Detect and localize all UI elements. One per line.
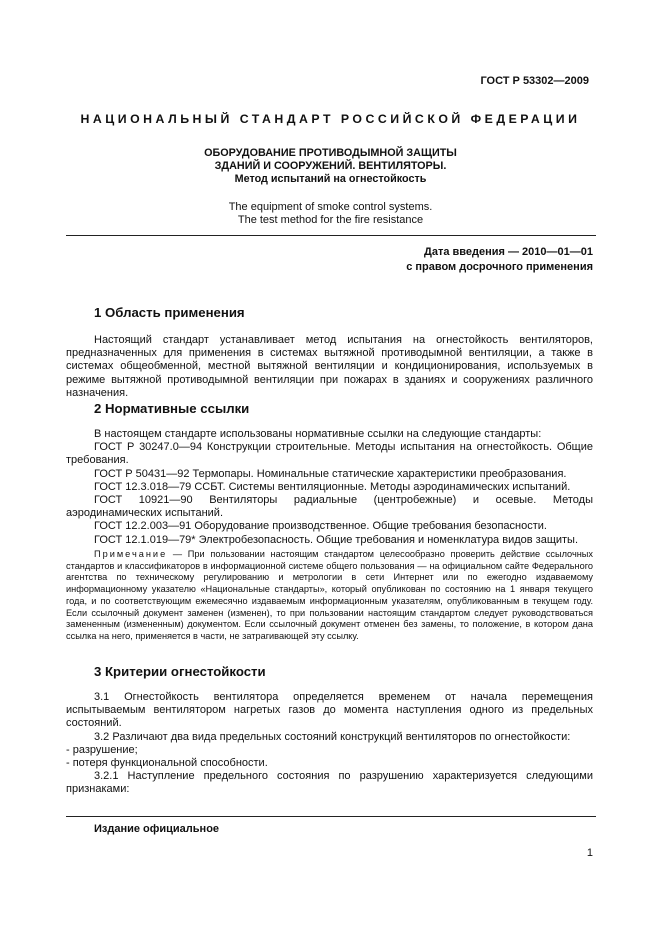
section-3-p2: 3.2 Различают два вида предельных состояний конструкций вентиляторов по огнестойкости: — [94, 730, 571, 743]
section-1-text: Настоящий стандарт устанавливает метод испытания на огнестойкость вентиляторов, предназначенных для применения в системах вытяжной противодымной вентиляции, а также в системах общеобменной, местной вытяжной вентиляции и кондиционирования, используемых в режиме вытяжной противодымной вентиляции при пожарах в зданиях и сооружениях различного назначения. — [66, 334, 593, 399]
early-application: с правом досрочного применения — [406, 261, 593, 273]
section-1-heading: 1 Область применения — [94, 305, 245, 320]
national-standard-heading: НАЦИОНАЛЬНЫЙ СТАНДАРТ РОССИЙСКОЙ ФЕДЕРАЦИИ — [80, 112, 581, 126]
section-2-intro: В настоящем стандарте использованы нормативные ссылки на следующие стандарты: — [94, 428, 542, 440]
section-3-p3: 3.2.1 Наступление предельного состояния по разрушению характеризуется следующими признаками: — [66, 770, 593, 796]
section-3-body — [66, 691, 593, 797]
title-line-1: ОБОРУДОВАНИЕ ПРОТИВОДЫМНОЙ ЗАЩИТЫ — [204, 147, 457, 159]
section-1-body — [66, 334, 593, 400]
title-line-2: ЗДАНИЙ И СООРУЖЕНИЙ. ВЕНТИЛЯТОРЫ. — [214, 160, 447, 172]
reference-item: ГОСТ Р 50431—92 Термопары. Номинальные статические характеристики преобразования. — [94, 467, 567, 480]
english-title-line-2: The test method for the fire resistance — [237, 214, 424, 226]
reference-item: ГОСТ 10921—90 Вентиляторы радиальные (центробежные) и осевые. Методы аэродинамических испытаний. — [66, 494, 593, 520]
header-divider — [66, 235, 596, 236]
section-3-heading: 3 Критерии огнестойкости — [94, 664, 266, 679]
page-number: 1 — [586, 847, 593, 859]
note-text: — При пользовании настоящим стандартом целесообразно проверить действие ссылочных стандартов и классификаторов в информационной системе общего пользования — на официальном сайте Федерального агентства по техническому регулированию и метрологии в сети Интернет или по ежегодно издаваемому информационному указателю «Национальные стандарты», который опубликован по состоянию на 1 января текущего года, и по соответствующим ежемесячно издаваемым информационным указателям, опубликованным в текущем году. Если ссылочный документ заменен (изменен), то при пользовании настоящим стандартом следует руководствоваться замененным (измененным) документом. Если ссылочный документ отменен без замены, то положение, в котором дана ссылка на него, применяется в части, не затрагивающей эту ссылку. — [66, 549, 593, 641]
introduction-date: Дата введения — 2010—01—01 — [424, 246, 593, 258]
document-title — [70, 147, 591, 173]
standard-code: ГОСТ Р 53302—2009 — [480, 75, 589, 87]
note-block — [66, 549, 593, 643]
footer-divider — [66, 816, 596, 817]
reference-item: ГОСТ 12.2.003—91 Оборудование производственное. Общие требования безопасности. — [94, 520, 547, 533]
english-title — [70, 201, 591, 227]
reference-item: ГОСТ 12.3.018—79 ССБТ. Системы вентиляционные. Методы аэродинамических испытаний. — [94, 480, 571, 493]
section-2-heading: 2 Нормативные ссылки — [94, 401, 250, 416]
section-3-item-2: - потеря функциональной способности. — [66, 757, 268, 770]
introduction-date-block — [406, 245, 593, 275]
english-title-line-1: The equipment of smoke control systems. — [228, 201, 433, 213]
section-3-p1: 3.1 Огнестойкость вентилятора определяется временем от начала перемещения испытываемым вентилятором нагретых газов до момента наступления одного из предельных состояний. — [66, 691, 593, 730]
section-2-body — [66, 428, 593, 547]
reference-item: ГОСТ Р 30247.0—94 Конструкции строительные. Методы испытания на огнестойкость. Общие требования. — [66, 441, 593, 467]
document-subtitle: Метод испытаний на огнестойкость — [234, 173, 427, 185]
note-label: Примечание — [94, 549, 168, 559]
official-edition-label: Издание официальное — [94, 823, 220, 835]
reference-item: ГОСТ 12.1.019—79* Электробезопасность. Общие требования и номенклатура видов защиты. — [94, 533, 579, 546]
section-3-item-1: - разрушение; — [66, 743, 138, 756]
